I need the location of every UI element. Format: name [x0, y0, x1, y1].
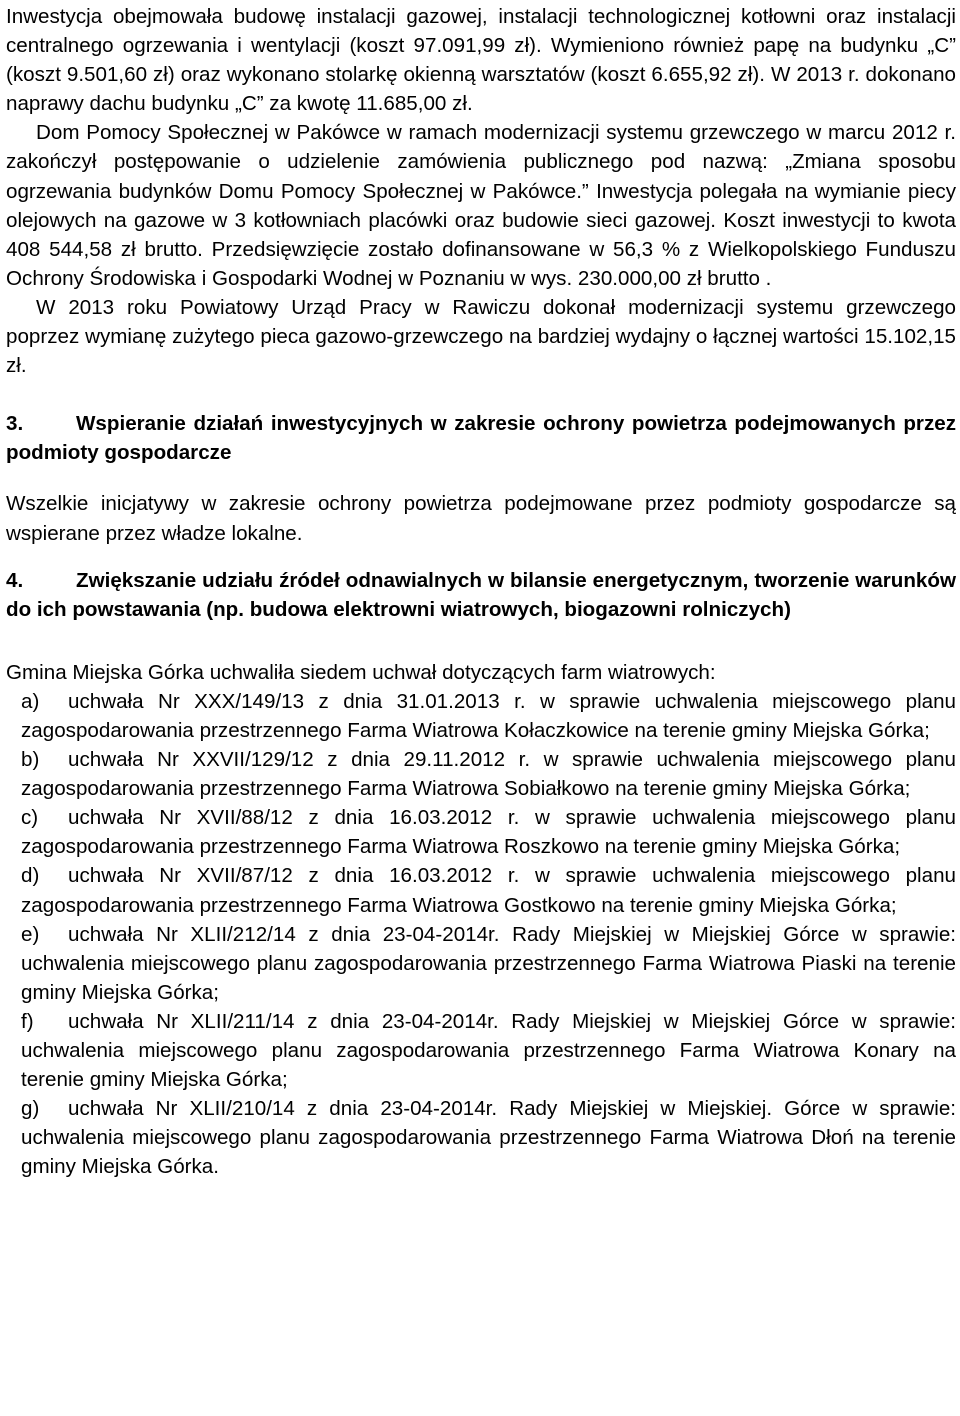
list-item-marker: e): [21, 922, 40, 946]
list-item: [6, 1094, 956, 1181]
list-item-marker: d): [21, 864, 40, 888]
paragraph-pup-rawicz: W 2013 roku Powiatowy Urząd Pracy w Rawiczu dokonał modernizacji systemu grzewczego poprzez wymianę zużytego pieca gazowo-grzewczego na bardziej wydajny o łącznej wartości 15.102,15 zł.: [6, 295, 956, 378]
section-3-number: 3.: [6, 412, 24, 436]
list-item-text: uchwała Nr XLII/211/14 z dnia 23-04-2014r. Rady Miejskiej w Miejskiej Górce w sprawie: uchwalenia miejscowego planu zagospodarowania przestrzennego Farma Wiatrowa Konary na terenie gminy Miejska Górka;: [21, 1009, 956, 1092]
paragraph-investment-details: Inwestycja obejmowała budowę instalacji gazowej, instalacji technologicznej kotłowni oraz instalacji centralnego ogrzewania i wentylacji (koszt 97.091,99 zł). Wymieniono również papę na budynku „C” (koszt 9.501,60 zł) oraz wykonano stolarkę okienną warsztatów (koszt 6.655,92 zł). W 2013 r. dokonano naprawy dachu budynku „C” za kwotę 11.685,00 zł.: [6, 5, 956, 116]
list-item-text: uchwała Nr XVII/88/12 z dnia 16.03.2012 r. w sprawie uchwalenia miejscowego planu zagospodarowania przestrzennego Farma Wiatrowa Roszkowo na terenie gminy Miejska Górka;: [21, 806, 956, 859]
list-item-text: uchwała Nr XXVII/129/12 z dnia 29.11.2012 r. w sprawie uchwalenia miejscowego planu zagospodarowania przestrzennego Farma Wiatrowa Sobiałkowo na terenie gminy Miejska Górka;: [21, 748, 956, 801]
list-item: [6, 745, 956, 803]
section-4-number: 4.: [6, 568, 24, 592]
list-item-text: uchwała Nr XXX/149/13 z dnia 31.01.2013 r. w sprawie uchwalenia miejscowego planu zagospodarowania przestrzennego Farma Wiatrowa Kołaczkowice na terenie gminy Miejska Górka;: [21, 689, 956, 742]
list-item: [6, 861, 956, 919]
section-4-intro: Gmina Miejska Górka uchwaliła siedem uchwał dotyczących farm wiatrowych:: [6, 660, 716, 684]
list-item-marker: b): [21, 748, 40, 772]
list-item-text: uchwała Nr XLII/212/14 z dnia 23-04-2014r. Rady Miejskiej w Miejskiej Górce w sprawie: uchwalenia miejscowego planu zagospodarowania przestrzennego Farma Wiatrowa Piaski na terenie gminy Miejska Górka;: [21, 922, 956, 1004]
paragraph-dps-pakowka: Dom Pomocy Społecznej w Pakówce w ramach modernizacji systemu grzewczego w marcu 2012 r. zakończył postępowanie o udzielenie zamówienia publicznego pod nazwą: „Zmiana sposobu ogrzewania budynków Domu Pomocy Społecznej w Pakówce.” Inwestycja polegała na wymianie piecy olejowych na gazowe w 3 kotłowniach placówki oraz budowie sieci gazowej. Koszt inwestycji to kwota 408 544,58 zł brutto. Przedsięwzięcie zostało dofinansowane w 56,3 % z Wielkopolskiego Funduszu Ochrony Środowiska i Gospodarki Wodnej w Poznaniu w wys. 230.000,00 zł brutto .: [6, 121, 956, 290]
section-3-title: Wspieranie działań inwestycyjnych w zakresie ochrony powietrza podejmowanych przez podmioty gospodarcze: [6, 412, 956, 465]
list-item: [6, 687, 956, 745]
list-item: [6, 803, 956, 861]
list-item-text: uchwała Nr XVII/87/12 z dnia 16.03.2012 r. w sprawie uchwalenia miejscowego planu zagospodarowania przestrzennego Farma Wiatrowa Gostkowo na terenie gminy Miejska Górka;: [21, 864, 956, 917]
resolutions-list: [6, 687, 956, 1182]
section-3-heading: [6, 409, 956, 467]
list-item-marker: f): [21, 1009, 34, 1033]
section-4-title: Zwiększanie udziału źródeł odnawialnych w bilansie energetycznym, tworzenie warunków do ich powstawania (np. budowa elektrowni wiatrowych, biogazowni rolniczych): [6, 568, 956, 621]
list-item-marker: c): [21, 806, 39, 830]
list-item-marker: a): [21, 689, 40, 713]
list-item-marker: g): [21, 1097, 40, 1121]
list-item-text: uchwała Nr XLII/210/14 z dnia 23-04-2014r. Rady Miejskiej w Miejskiej. Górce w sprawie: uchwalenia miejscowego planu zagospodarowania przestrzennego Farma Wiatrowa Dłoń na terenie gminy Miejska Górka.: [21, 1097, 956, 1179]
list-item: [6, 920, 956, 1007]
section-4-heading: [6, 566, 956, 624]
document-page: [6, 2, 956, 1181]
section-3-body: Wszelkie inicjatywy w zakresie ochrony powietrza podejmowane przez podmioty gospodarcze są wspierane przez władze lokalne.: [6, 492, 956, 545]
list-item: [6, 1007, 956, 1094]
